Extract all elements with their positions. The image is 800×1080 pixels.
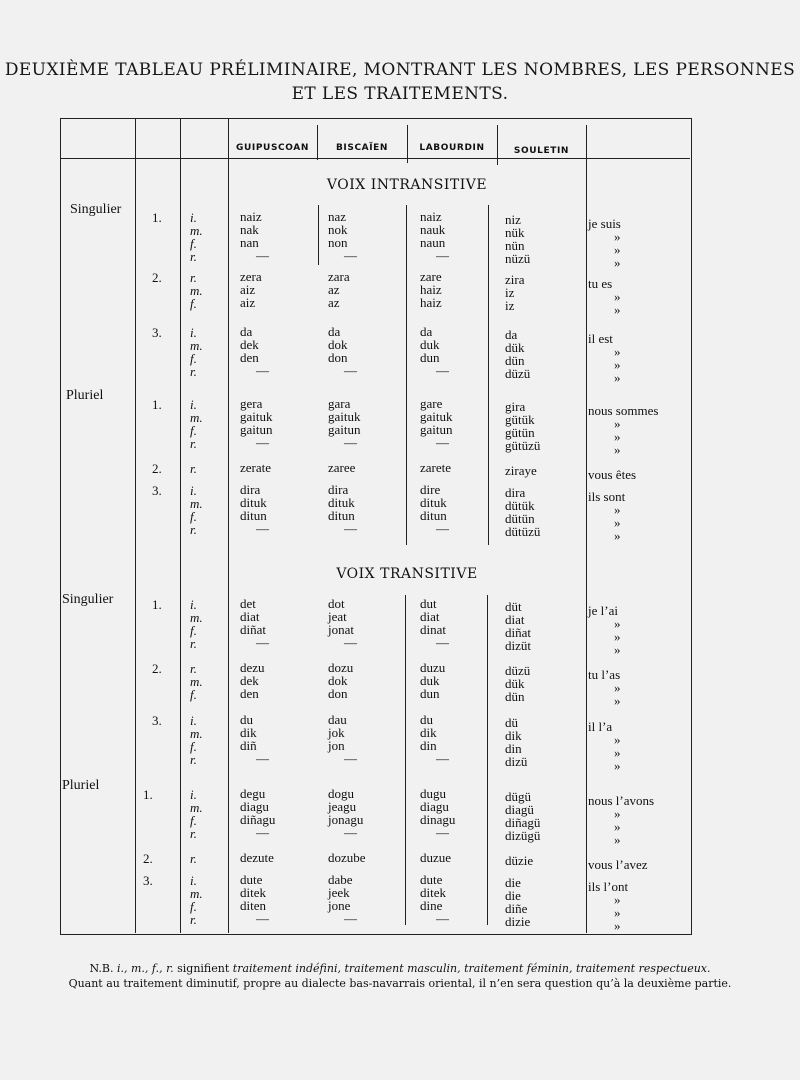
ditto-mark: »: [614, 616, 621, 631]
form-cell: dau: [328, 712, 347, 727]
form-cell: duzue: [420, 850, 452, 865]
form-cell: —: [344, 363, 357, 378]
person-number: 1.: [152, 597, 162, 612]
note-prefix: N.B.: [89, 962, 117, 975]
form-cell: —: [344, 521, 357, 536]
form-cell: diat: [420, 609, 440, 624]
form-cell: duk: [420, 673, 440, 688]
form-cell: zerate: [240, 460, 272, 475]
form-cell: dugu: [420, 786, 446, 801]
col-rule: [488, 205, 489, 545]
form-cell: ziraye: [505, 463, 537, 478]
form-cell: gaituk: [420, 409, 453, 424]
number-label-singular: Singulier: [70, 202, 122, 217]
form-cell: jone: [328, 898, 351, 913]
form-cell: dek: [240, 673, 259, 688]
form-cell: gare: [420, 396, 443, 411]
treatment-label: f.: [190, 623, 197, 638]
form-cell: nük: [505, 225, 525, 240]
form-cell: dozube: [328, 850, 366, 865]
form-cell: dut: [420, 596, 437, 611]
form-cell: —: [436, 248, 449, 263]
form-cell: ditun: [328, 508, 355, 523]
form-cell: naun: [420, 235, 446, 250]
form-cell: non: [328, 235, 348, 250]
form-cell: dütüzü: [505, 524, 541, 539]
form-cell: zira: [505, 272, 525, 287]
form-cell: jeek: [328, 885, 350, 900]
treatment-label: i.: [190, 325, 197, 340]
treatment-label: r.: [190, 851, 197, 866]
table-title-line-2: ET LES TRAITEMENTS.: [291, 84, 509, 104]
form-cell: gütüzü: [505, 438, 541, 453]
ditto-mark: »: [614, 289, 621, 304]
form-cell: din: [505, 741, 522, 756]
voice-heading-transitive: VOIX TRANSITIVE: [336, 566, 478, 582]
number-label-plural: Pluriel: [62, 778, 100, 793]
ditto-mark: »: [614, 732, 621, 747]
person-number: 3.: [143, 873, 153, 888]
number-label-plural: Pluriel: [66, 388, 104, 403]
form-cell: —: [436, 751, 449, 766]
treatment-label: r.: [190, 461, 197, 476]
form-cell: dute: [240, 872, 263, 887]
form-cell: dütük: [505, 498, 535, 513]
form-cell: ditek: [420, 885, 446, 900]
french-translation: ils l’ont: [588, 879, 629, 894]
treatment-label: f.: [190, 899, 197, 914]
form-cell: da: [328, 324, 341, 339]
form-cell: diagu: [420, 799, 449, 814]
form-cell: gaitun: [420, 422, 453, 437]
form-cell: duzu: [420, 660, 446, 675]
treatment-label: f.: [190, 687, 197, 702]
person-number: 3.: [152, 713, 162, 728]
form-cell: —: [436, 635, 449, 650]
person-number: 2.: [152, 461, 162, 476]
divider-person: [135, 118, 136, 933]
form-cell: degu: [240, 786, 266, 801]
form-cell: dine: [420, 898, 443, 913]
treatment-label: r.: [190, 522, 197, 537]
treatment-label: i.: [190, 597, 197, 612]
form-cell: diñat: [505, 625, 531, 640]
note-text: signifient: [173, 962, 233, 975]
form-cell: die: [505, 875, 521, 890]
column-header: SOULETIN: [513, 146, 570, 156]
form-cell: gaituk: [240, 409, 273, 424]
ditto-mark: »: [614, 819, 621, 834]
person-number: 3.: [152, 483, 162, 498]
form-cell: —: [344, 248, 357, 263]
ditto-mark: »: [614, 302, 621, 317]
note-italic: traitement indéfini, traitement masculin, traitement féminin, traitement respectueux.: [232, 962, 711, 975]
treatment-label: f.: [190, 423, 197, 438]
form-cell: dute: [420, 872, 443, 887]
form-cell: haiz: [420, 295, 442, 310]
form-cell: —: [256, 751, 269, 766]
form-cell: nak: [240, 222, 259, 237]
treatment-label: m.: [190, 886, 203, 901]
form-cell: —: [436, 363, 449, 378]
form-cell: —: [256, 825, 269, 840]
ditto-mark: »: [614, 905, 621, 920]
form-cell: dira: [328, 482, 349, 497]
form-cell: dituk: [328, 495, 355, 510]
column-header: GUIPUSCOAN: [236, 143, 309, 153]
ditto-mark: »: [614, 528, 621, 543]
form-cell: ditun: [240, 508, 267, 523]
form-cell: naiz: [420, 209, 442, 224]
ditto-mark: »: [614, 642, 621, 657]
form-cell: dük: [505, 676, 525, 691]
divider-translation: [586, 125, 587, 933]
treatment-label: i.: [190, 873, 197, 888]
ditto-mark: »: [614, 502, 621, 517]
form-cell: düzie: [505, 853, 534, 868]
treatment-label: f.: [190, 351, 197, 366]
ditto-mark: »: [614, 918, 621, 933]
person-number: 1.: [143, 787, 153, 802]
voice-heading-intransitive: VOIX INTRANSITIVE: [326, 177, 488, 193]
form-cell: da: [505, 327, 518, 342]
form-cell: dütün: [505, 511, 535, 526]
ditto-mark: »: [614, 416, 621, 431]
french-translation: tu l’as: [588, 667, 621, 682]
form-cell: nan: [240, 235, 259, 250]
ditto-mark: »: [614, 629, 621, 644]
form-cell: jon: [328, 738, 345, 753]
form-cell: ditek: [240, 885, 266, 900]
form-cell: —: [256, 363, 269, 378]
form-cell: niz: [505, 212, 521, 227]
form-cell: dinat: [420, 622, 446, 637]
form-cell: diagu: [240, 799, 269, 814]
form-cell: diñagü: [505, 815, 541, 830]
form-cell: naiz: [240, 209, 262, 224]
col-rule: [406, 205, 407, 545]
form-cell: —: [344, 825, 357, 840]
treatment-label: m.: [190, 496, 203, 511]
treatment-label: m.: [190, 410, 203, 425]
form-cell: aiz: [240, 295, 256, 310]
form-cell: dün: [505, 353, 525, 368]
form-cell: diten: [240, 898, 266, 913]
treatment-label: r.: [190, 752, 197, 767]
form-cell: dire: [420, 482, 441, 497]
treatment-label: m.: [190, 800, 203, 815]
form-cell: jok: [328, 725, 345, 740]
form-cell: dezu: [240, 660, 265, 675]
treatment-label: m.: [190, 610, 203, 625]
ditto-mark: »: [614, 515, 621, 530]
form-cell: nok: [328, 222, 348, 237]
form-cell: —: [344, 635, 357, 650]
form-cell: diñ: [240, 738, 257, 753]
ditto-mark: »: [614, 429, 621, 444]
form-cell: diñat: [240, 622, 266, 637]
column-header: LABOURDIN: [419, 143, 485, 153]
form-cell: dik: [420, 725, 437, 740]
form-cell: din: [420, 738, 437, 753]
ditto-mark: »: [614, 832, 621, 847]
form-cell: die: [505, 888, 521, 903]
ditto-mark: »: [614, 370, 621, 385]
form-cell: dira: [240, 482, 261, 497]
treatment-label: r.: [190, 661, 197, 676]
form-cell: gara: [328, 396, 351, 411]
form-cell: dü: [505, 715, 518, 730]
form-cell: —: [344, 911, 357, 926]
treatment-label: f.: [190, 739, 197, 754]
person-number: 2.: [152, 270, 162, 285]
form-cell: gaituk: [328, 409, 361, 424]
form-cell: jeagu: [328, 799, 357, 814]
column-header: BISCAÏEN: [335, 143, 389, 153]
form-cell: nauk: [420, 222, 446, 237]
form-cell: diat: [505, 612, 525, 627]
divider-header-3: [497, 125, 498, 165]
person-number: 3.: [152, 325, 162, 340]
treatment-label: r.: [190, 364, 197, 379]
person-number: 2.: [143, 851, 153, 866]
form-cell: dogu: [328, 786, 354, 801]
form-cell: diagü: [505, 802, 534, 817]
form-cell: dabe: [328, 872, 353, 887]
form-cell: —: [256, 435, 269, 450]
treatment-label: r.: [190, 436, 197, 451]
form-cell: zare: [420, 269, 442, 284]
form-cell: gira: [505, 399, 526, 414]
footnote-line-2: Quant au traitement diminutif, propre au dialecte bas-navarrais oriental, il n’en sera question qu’à la deuxième partie.: [68, 977, 732, 990]
form-cell: ditun: [420, 508, 447, 523]
form-cell: gütük: [505, 412, 535, 427]
treatment-label: m.: [190, 338, 203, 353]
form-cell: den: [240, 686, 259, 701]
form-cell: don: [328, 350, 348, 365]
table-title-line-1: DEUXIÈME TABLEAU PRÉLIMINAIRE, MONTRANT LES NOMBRES, LES PERSONNES: [4, 60, 796, 80]
french-translation: il l’a: [588, 719, 613, 734]
french-translation: tu es: [588, 276, 613, 291]
number-label-singular: Singulier: [62, 592, 114, 607]
form-cell: zera: [240, 269, 262, 284]
form-cell: dik: [505, 728, 522, 743]
ditto-mark: »: [614, 680, 621, 695]
form-cell: iz: [505, 285, 515, 300]
ditto-mark: »: [614, 442, 621, 457]
form-cell: zara: [328, 269, 350, 284]
form-cell: az: [328, 282, 340, 297]
treatment-label: i.: [190, 397, 197, 412]
form-cell: dun: [420, 686, 440, 701]
french-translation: il est: [588, 331, 613, 346]
form-cell: dot: [328, 596, 345, 611]
form-cell: jonagu: [328, 812, 364, 827]
divider-dialects: [228, 118, 229, 933]
french-translation: je suis: [588, 216, 621, 231]
treatment-label: f.: [190, 813, 197, 828]
form-cell: dezute: [240, 850, 274, 865]
treatment-label: m.: [190, 726, 203, 741]
form-cell: gütün: [505, 425, 535, 440]
form-cell: düzü: [505, 663, 531, 678]
person-number: 1.: [152, 397, 162, 412]
treatment-label: r.: [190, 249, 197, 264]
form-cell: dizüt: [505, 638, 531, 653]
form-cell: —: [344, 751, 357, 766]
form-cell: nün: [505, 238, 525, 253]
footnote-line-1: [40, 962, 760, 975]
form-cell: haiz: [420, 282, 442, 297]
treatment-label: r.: [190, 636, 197, 651]
form-cell: az: [328, 295, 340, 310]
ditto-mark: »: [614, 242, 621, 257]
form-cell: —: [256, 248, 269, 263]
ditto-mark: »: [614, 693, 621, 708]
form-cell: zarete: [420, 460, 452, 475]
form-cell: da: [240, 324, 253, 339]
ditto-mark: »: [614, 229, 621, 244]
treatment-label: m.: [190, 674, 203, 689]
form-cell: iz: [505, 298, 515, 313]
form-cell: düt: [505, 599, 522, 614]
form-cell: jonat: [328, 622, 354, 637]
french-translation: vous êtes: [588, 467, 637, 482]
form-cell: —: [436, 825, 449, 840]
form-cell: diñe: [505, 901, 528, 916]
form-cell: don: [328, 686, 348, 701]
form-cell: da: [420, 324, 433, 339]
form-cell: naz: [328, 209, 347, 224]
form-cell: dün: [505, 689, 525, 704]
form-cell: gaitun: [328, 422, 361, 437]
col-rule: [487, 595, 488, 925]
french-translation: nous l’avons: [588, 793, 655, 808]
treatment-label: i.: [190, 483, 197, 498]
form-cell: düzü: [505, 366, 531, 381]
form-cell: dinagu: [420, 812, 456, 827]
french-translation: ils sont: [588, 489, 626, 504]
form-cell: —: [436, 435, 449, 450]
treatment-label: f.: [190, 509, 197, 524]
form-cell: dik: [240, 725, 257, 740]
table-frame: [60, 118, 692, 935]
form-cell: aiz: [240, 282, 256, 297]
form-cell: dügü: [505, 789, 531, 804]
ditto-mark: »: [614, 758, 621, 773]
form-cell: jeat: [328, 609, 347, 624]
form-cell: zaree: [328, 460, 356, 475]
ditto-mark: »: [614, 357, 621, 372]
treatment-label: r.: [190, 912, 197, 927]
note-abbreviations: i., m., f., r.: [116, 962, 174, 975]
form-cell: duk: [420, 337, 440, 352]
header-rule: [60, 158, 690, 159]
ditto-mark: »: [614, 255, 621, 270]
treatment-label: i.: [190, 713, 197, 728]
treatment-label: f.: [190, 236, 197, 251]
form-cell: dizügü: [505, 828, 541, 843]
form-cell: gaitun: [240, 422, 273, 437]
treatment-label: i.: [190, 210, 197, 225]
form-cell: dozu: [328, 660, 354, 675]
form-cell: dira: [505, 485, 526, 500]
col-rule: [405, 595, 406, 925]
ditto-mark: »: [614, 344, 621, 359]
form-cell: —: [256, 911, 269, 926]
ditto-mark: »: [614, 892, 621, 907]
form-cell: —: [436, 911, 449, 926]
ditto-mark: »: [614, 745, 621, 760]
french-translation: nous sommes: [588, 403, 659, 418]
form-cell: dizü: [505, 754, 528, 769]
form-cell: —: [256, 635, 269, 650]
form-cell: du: [420, 712, 433, 727]
form-cell: —: [256, 521, 269, 536]
ditto-mark: »: [614, 806, 621, 821]
form-cell: gera: [240, 396, 263, 411]
form-cell: det: [240, 596, 256, 611]
form-cell: dituk: [240, 495, 267, 510]
treatment-label: r.: [190, 826, 197, 841]
divider-treatment: [180, 118, 181, 933]
form-cell: nüzü: [505, 251, 531, 266]
form-cell: dun: [420, 350, 440, 365]
french-translation: je l’ai: [588, 603, 618, 618]
form-cell: —: [344, 435, 357, 450]
form-cell: diat: [240, 609, 260, 624]
person-number: 2.: [152, 661, 162, 676]
treatment-label: m.: [190, 283, 203, 298]
treatment-label: f.: [190, 296, 197, 311]
form-cell: diñagu: [240, 812, 276, 827]
person-number: 1.: [152, 210, 162, 225]
french-translation: vous l’avez: [588, 857, 648, 872]
form-cell: du: [240, 712, 253, 727]
form-cell: dok: [328, 673, 348, 688]
treatment-label: i.: [190, 787, 197, 802]
form-cell: den: [240, 350, 259, 365]
treatment-label: m.: [190, 223, 203, 238]
form-cell: dük: [505, 340, 525, 355]
col-rule: [318, 205, 319, 265]
form-cell: —: [436, 521, 449, 536]
form-cell: dizie: [505, 914, 531, 929]
treatment-label: r.: [190, 270, 197, 285]
form-cell: dituk: [420, 495, 447, 510]
form-cell: dek: [240, 337, 259, 352]
form-cell: dok: [328, 337, 348, 352]
